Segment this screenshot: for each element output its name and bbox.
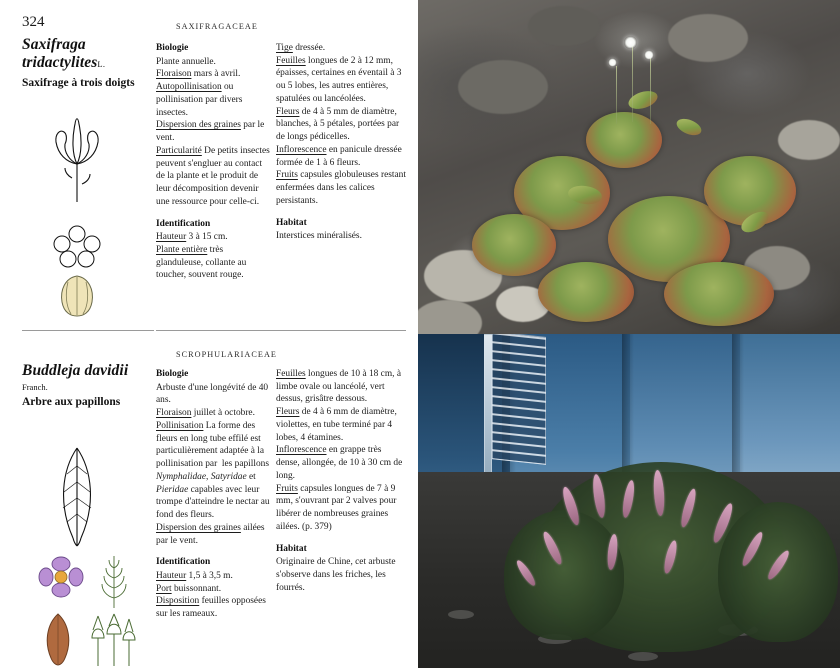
species-entry-buddleja [0, 334, 840, 668]
term-inflorescence: Inflorescence [276, 144, 327, 155]
term-floraison: Floraison [156, 408, 192, 419]
term-inflorescence: Inflorescence [276, 445, 327, 456]
left-column-top [22, 0, 154, 334]
taxa-italic: Pieridae [156, 484, 189, 495]
paragraph: Originaire de Chine, cet arbuste s'observe dans les friches, les fourrés. [276, 557, 396, 593]
paragraph: Feuilles longues de 2 à 12 mm, épaisses, certaines en éventail à 3 ou 5 lobes, les autres entières, spatulées ou lancéolées. [276, 55, 402, 104]
section-identification [156, 556, 272, 621]
term-hauteur: Hauteur [156, 571, 187, 582]
term-dispersion: Dispersion des graines [156, 522, 241, 533]
seed-pod-drawing [36, 612, 80, 666]
section-identification [156, 218, 272, 283]
paragraph: Arbuste d'une longévité de 40 ans. [156, 382, 269, 406]
paragraph: Inflorescence en panicule dressée formée de 1 à 6 fleurs. [276, 144, 402, 168]
paragraph: Feuilles longues de 10 à 18 cm, à limbe ovale ou lancéolé, vert dessus, grisâtre dessous. [276, 369, 401, 405]
term-hauteur: Hauteur [156, 232, 187, 243]
paragraph: Tige dressée. [276, 43, 326, 53]
violet-flower-drawing [38, 556, 84, 598]
paragraph: Disposition feuilles opposées sur les rameaux. [156, 596, 266, 620]
staircase-rail [484, 334, 492, 484]
white-flower [624, 36, 637, 49]
term-particularite: Particularité [156, 145, 202, 156]
taxa-italic: Nymphalidae [156, 471, 206, 482]
leaf-outline-drawing [40, 442, 114, 550]
paragraph: Fleurs de 4 à 6 mm de diamètre, violettes, en tube terminé par 4 lobes, 4 étamines. [276, 407, 397, 443]
paragraph: Pollinisation La forme des fleurs en long tube effilé est particulièrement adaptée à la pollinisation par les papillons Nymphalidae, Satyridae et Pieridae capables avec leur trompe d'atteindre le nectar au fond des fleurs. [156, 420, 270, 521]
page-number: 324 [22, 14, 45, 30]
photo-buddleja [418, 334, 840, 668]
common-name: Saxifrage à trois doigts [22, 76, 135, 89]
section-heading: Biologie [156, 43, 189, 53]
name-authority: Franch. [22, 382, 48, 393]
section-heading: Habitat [276, 543, 307, 554]
name-authority: L. [97, 59, 106, 70]
leaf-outline-drawing [42, 110, 112, 202]
term-dispersion: Dispersion des graines [156, 120, 241, 131]
paragraph: Plante annuelle. [156, 56, 216, 67]
paragraph: Plante entière très glanduleuse, collante au toucher, souvent rouge. [156, 245, 247, 281]
family-name-saxifragaceae: SAXIFRAGACEAE [176, 22, 258, 31]
paragraph: Fruits capsules longues de 7 à 9 mm, s'ouvrant par 2 valves pour libérer de nombreuses graines ailées. (p. 379) [276, 483, 397, 532]
fruit-capsule-drawing [56, 272, 98, 318]
right-column-bottom [276, 368, 406, 603]
paragraph: Hauteur 3 à 15 cm. [156, 232, 228, 243]
flower-outline-drawing [48, 222, 106, 268]
term-port: Port [156, 583, 172, 594]
section-biologie [156, 368, 272, 547]
paragraph: Interstices minéralisés. [276, 231, 362, 242]
section-heading: Habitat [276, 217, 307, 228]
scientific-name: Buddleja davidii [22, 362, 129, 379]
paragraph: Hauteur 1,5 à 3,5 m. [156, 571, 233, 582]
paragraph: Floraison mars à avril. [156, 69, 241, 80]
section-morphology [276, 368, 406, 534]
section-heading: Biologie [156, 369, 189, 379]
divider-left [22, 330, 154, 331]
term-fruits: Fruits [276, 170, 298, 181]
scientific-name: Saxifraga tridactylitesL. [22, 36, 106, 72]
common-name: Arbre aux papillons [22, 396, 121, 409]
term-fruits: Fruits [276, 483, 298, 494]
white-flower [608, 58, 617, 67]
buddleja-against-blue-wall-photo [418, 334, 840, 668]
term-tige: Tige [276, 43, 293, 53]
left-column-bottom [22, 334, 154, 668]
section-morphology [276, 42, 406, 208]
paragraph: Fruits capsules globuleuses restant enfermées dans les calices persistants. [276, 170, 406, 206]
paragraph: Port buissonnant. [156, 583, 222, 594]
section-habitat [276, 217, 406, 243]
section-heading: Identification [156, 218, 211, 229]
paragraph: Dispersion des graines ailées par le vent. [156, 522, 265, 546]
inflorescence-drawing [94, 552, 134, 608]
term-fleurs: Fleurs [276, 106, 300, 117]
paragraph: Floraison juillet à octobre. [156, 408, 255, 419]
term-feuilles: Feuilles [276, 55, 306, 66]
divider-text [156, 330, 406, 331]
section-heading: Identification [156, 557, 211, 568]
flower-detail-drawing [84, 612, 142, 666]
paragraph: Particularité De petits insectes peuvent s'engluer au contact de la plante et le produit de leur décomposition devenir une ressource pour celle-ci. [156, 145, 270, 207]
family-name-scrophulariaceae: SCROPHULARIACEAE [176, 350, 277, 359]
paragraph: Autopollinisation ou pollinisation par divers insectes. [156, 82, 243, 118]
term-disposition: Disposition [156, 596, 200, 607]
right-column-top [276, 42, 406, 252]
paragraph: Fleurs de 4 à 5 mm de diamètre, blanches, à 5 pétales, portées par de longs pédicelles. [276, 106, 400, 143]
taxa-italic: Satyridae [210, 471, 247, 482]
term-feuilles: Feuilles [276, 369, 306, 379]
photo-saxifraga [418, 0, 840, 334]
mid-column-bottom [156, 368, 272, 630]
term-fleurs: Fleurs [276, 407, 300, 418]
white-flower [644, 50, 654, 60]
term-floraison: Floraison [156, 69, 192, 80]
term-plante-entiere: Plante entière [156, 245, 208, 256]
term-autopollinisation: Autopollinisation [156, 82, 222, 93]
mid-column-top [156, 42, 272, 291]
paragraph: Inflorescence en grappe très dense, allongée, de 10 à 30 cm de long. [276, 445, 403, 481]
term-pollinisation: Pollinisation [156, 420, 204, 431]
paragraph: Dispersion des graines par le vent. [156, 120, 265, 144]
section-habitat [276, 543, 406, 595]
section-biologie [156, 42, 272, 209]
staircase [492, 334, 546, 465]
saxifraga-rosettes-on-gravel-photo [418, 0, 840, 334]
